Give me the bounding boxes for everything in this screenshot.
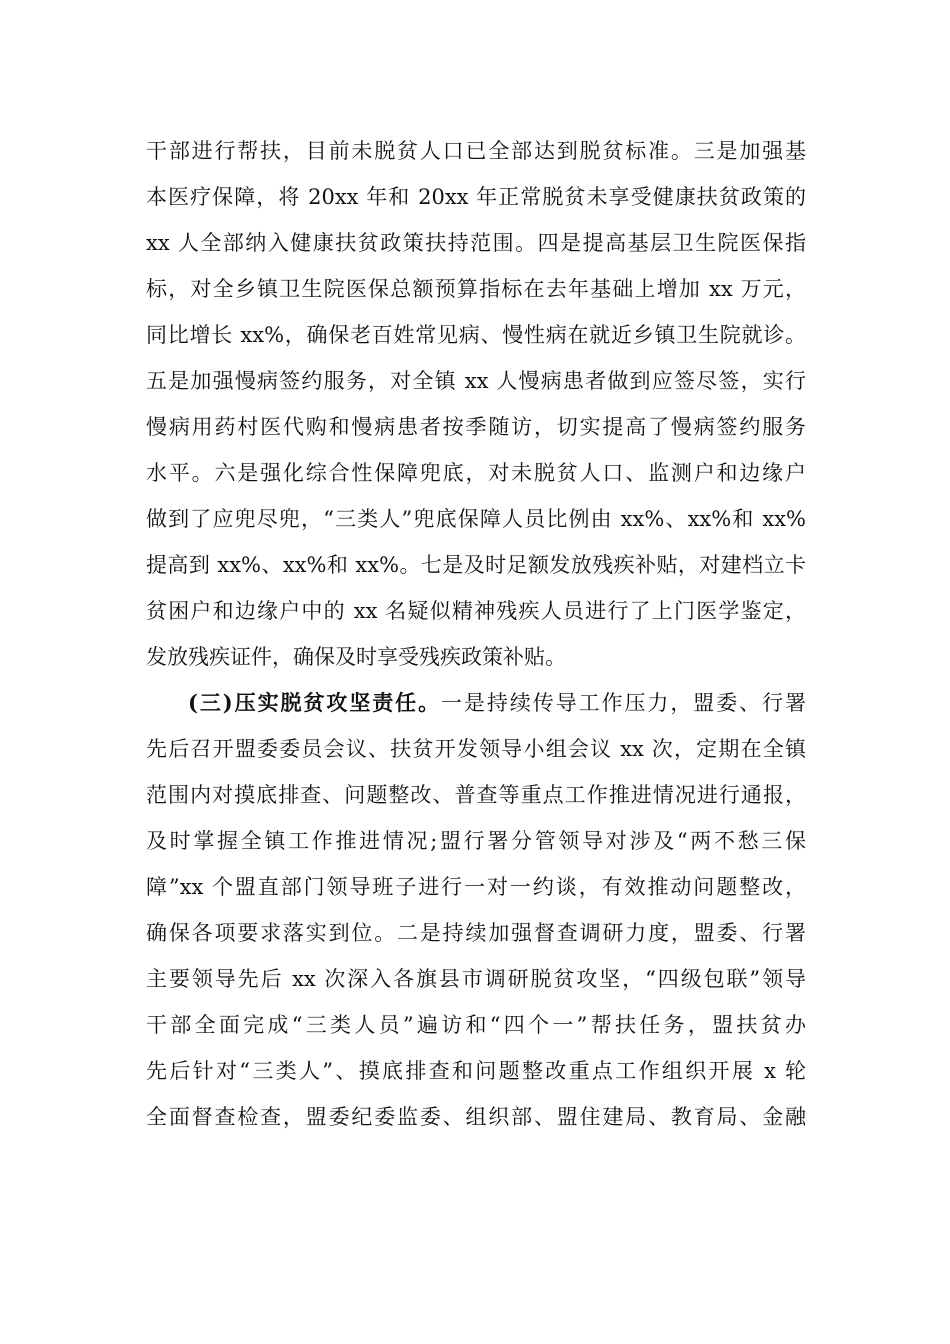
paragraph-line: 主要领导先后 xx 次深入各旗县市调研脱贫攻坚，“四级包联”领导: [146, 967, 806, 991]
paragraph-line: 发放残疾证件，确保及时享受残疾政策补贴。: [146, 645, 566, 669]
paragraph-line: 提高到 xx%、xx%和 xx%。七是及时足额发放残疾补贴，对建档立卡: [146, 553, 806, 577]
section-heading: (三)压实脱贫攻坚责任。: [188, 690, 442, 715]
paragraph-line: 标，对全乡镇卫生院医保总额预算指标在去年基础上增加 xx 万元，: [146, 277, 806, 301]
paragraph-line: 及时掌握全镇工作推进情况;盟行署分管领导对涉及“两不愁三保: [146, 829, 806, 853]
paragraph-line: 水平。六是强化综合性保障兜底，对未脱贫人口、监测户和边缘户: [146, 461, 806, 485]
paragraph-line: 做到了应兜尽兜，“三类人”兜底保障人员比例由 xx%、xx%和 xx%: [146, 507, 806, 531]
paragraph-line: 五是加强慢病签约服务，对全镇 xx 人慢病患者做到应签尽签，实行: [146, 369, 806, 393]
paragraph-line: 障”xx 个盟直部门领导班子进行一对一约谈，有效推动问题整改，: [146, 875, 806, 899]
paragraph-line: 干部全面完成“三类人员”遍访和“四个一”帮扶任务，盟扶贫办: [146, 1013, 806, 1037]
paragraph-line: 贫困户和边缘户中的 xx 名疑似精神残疾人员进行了上门医学鉴定，: [146, 599, 806, 623]
section-first-line: [188, 683, 806, 723]
paragraph-line: 全面督查检查，盟委纪委监委、组织部、盟住建局、教育局、金融: [146, 1105, 806, 1129]
paragraph-line: 先后召开盟委委员会议、扶贫开发领导小组会议 xx 次，定期在全镇: [146, 737, 806, 761]
paragraph-line: 本医疗保障，将 20xx 年和 20xx 年正常脱贫未享受健康扶贫政策的: [146, 185, 806, 209]
paragraph-line: 慢病用药村医代购和慢病患者按季随访，切实提高了慢病签约服务: [146, 415, 806, 439]
section-first-line-text: 一是持续传导工作压力，盟委、行署: [441, 691, 807, 715]
paragraph-line: 范围内对摸底排查、问题整改、普查等重点工作推进情况进行通报，: [146, 783, 806, 807]
paragraph-line: xx 人全部纳入健康扶贫政策扶持范围。四是提高基层卫生院医保指: [146, 231, 806, 255]
paragraph-line: 确保各项要求落实到位。二是持续加强督查调研力度，盟委、行署: [146, 921, 806, 945]
paragraph-line: 同比增长 xx%，确保老百姓常见病、慢性病在就近乡镇卫生院就诊。: [146, 323, 806, 347]
paragraph-line: 干部进行帮扶，目前未脱贫人口已全部达到脱贫标准。三是加强基: [146, 139, 806, 163]
paragraph-line: 先后针对“三类人”、摸底排查和问题整改重点工作组织开展 x 轮: [146, 1059, 806, 1083]
